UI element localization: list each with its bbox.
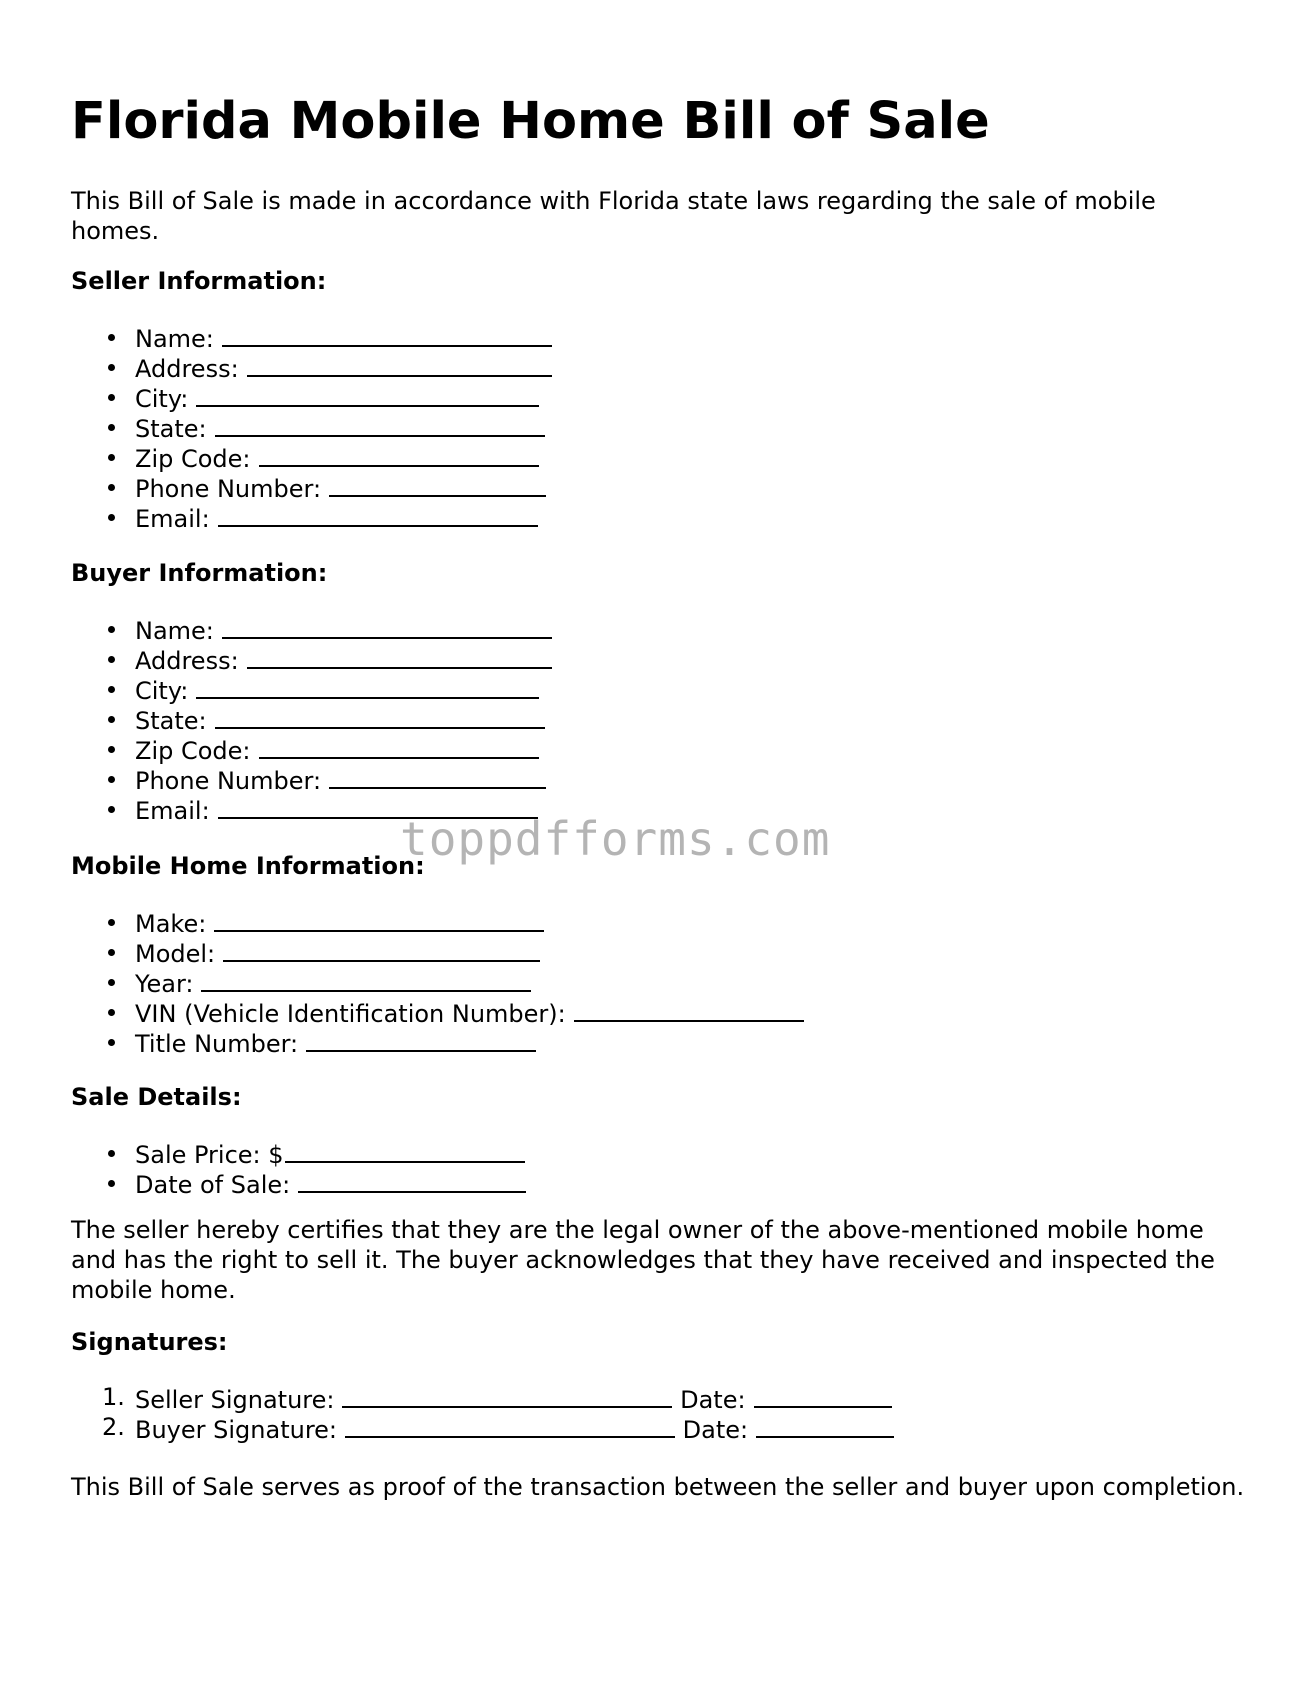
seller-date-blank[interactable] bbox=[754, 1382, 892, 1408]
field-label: State: bbox=[135, 707, 207, 735]
seller-signature-blank[interactable] bbox=[342, 1382, 672, 1408]
seller-heading: Seller Information: bbox=[71, 267, 327, 295]
seller-city-blank[interactable] bbox=[196, 381, 539, 407]
model-field bbox=[71, 936, 1246, 966]
list-number: 2. bbox=[102, 1413, 125, 1441]
buyer-address-blank[interactable] bbox=[247, 643, 552, 669]
field-label: Address: bbox=[135, 355, 239, 383]
bullet-icon bbox=[108, 514, 115, 521]
intro-text: This Bill of Sale is made in accordance with Florida state laws regarding the sale of mobile homes. bbox=[71, 187, 1156, 245]
mobile-home-heading: Mobile Home Information: bbox=[71, 852, 425, 880]
buyer-city-field bbox=[71, 673, 1246, 703]
bullet-icon bbox=[108, 656, 115, 663]
buyer-address-field bbox=[71, 643, 1246, 673]
bullet-icon bbox=[108, 949, 115, 956]
certification-paragraph bbox=[71, 1215, 1246, 1305]
closing-text: This Bill of Sale serves as proof of the transaction between the seller and buyer upon completion. bbox=[71, 1473, 1245, 1501]
field-label: Phone Number: bbox=[135, 767, 322, 795]
field-label: Email: bbox=[135, 505, 210, 533]
seller-city-field bbox=[71, 381, 1246, 411]
field-label: Date of Sale: bbox=[135, 1171, 291, 1199]
signatures-heading: Signatures: bbox=[71, 1328, 228, 1356]
field-label: Make: bbox=[135, 910, 207, 938]
field-label: Name: bbox=[135, 325, 214, 353]
buyer-section bbox=[71, 558, 1246, 588]
bullet-icon bbox=[108, 1150, 115, 1157]
seller-name-blank[interactable] bbox=[222, 321, 552, 347]
field-label: City: bbox=[135, 677, 189, 705]
sale-price-blank[interactable] bbox=[285, 1137, 525, 1163]
seller-zip-blank[interactable] bbox=[259, 441, 539, 467]
seller-address-blank[interactable] bbox=[247, 351, 552, 377]
vin-blank[interactable] bbox=[574, 996, 804, 1022]
seller-address-field bbox=[71, 351, 1246, 381]
field-label: Zip Code: bbox=[135, 737, 251, 765]
field-label: Email: bbox=[135, 797, 210, 825]
bullet-icon bbox=[108, 776, 115, 783]
buyer-signature-line bbox=[71, 1412, 1246, 1442]
field-label: Zip Code: bbox=[135, 445, 251, 473]
date-of-sale-blank[interactable] bbox=[298, 1167, 526, 1193]
buyer-zip-blank[interactable] bbox=[259, 733, 539, 759]
buyer-state-blank[interactable] bbox=[215, 703, 545, 729]
bullet-icon bbox=[108, 626, 115, 633]
signatures-section bbox=[71, 1327, 1246, 1357]
certification-text: The seller hereby certifies that they are the legal owner of the above-mentioned mobile home and has the right to sell it. The buyer acknowledges that they have received and inspected the mobile home. bbox=[71, 1216, 1215, 1304]
sale-details-field-list bbox=[71, 1137, 1246, 1197]
bullet-icon bbox=[108, 394, 115, 401]
field-label: State: bbox=[135, 415, 207, 443]
intro-paragraph bbox=[71, 186, 1246, 246]
signature-label: Seller Signature: bbox=[135, 1386, 335, 1414]
signature-label: Buyer Signature: bbox=[135, 1416, 338, 1444]
bullet-icon bbox=[108, 979, 115, 986]
title-number-field bbox=[71, 1026, 1246, 1056]
vin-field bbox=[71, 996, 1246, 1026]
seller-phone-field bbox=[71, 471, 1246, 501]
field-label: Address: bbox=[135, 647, 239, 675]
title-number-blank[interactable] bbox=[306, 1026, 536, 1052]
buyer-heading: Buyer Information: bbox=[71, 559, 328, 587]
signatures-list bbox=[71, 1382, 1246, 1442]
buyer-zip-field bbox=[71, 733, 1246, 763]
sale-price-field bbox=[71, 1137, 1246, 1167]
seller-phone-blank[interactable] bbox=[329, 471, 546, 497]
buyer-city-blank[interactable] bbox=[196, 673, 539, 699]
watermark: toppdfforms.com bbox=[400, 812, 831, 866]
seller-zip-field bbox=[71, 441, 1246, 471]
bullet-icon bbox=[108, 806, 115, 813]
seller-section bbox=[71, 266, 1246, 296]
bullet-icon bbox=[108, 364, 115, 371]
buyer-date-blank[interactable] bbox=[756, 1412, 894, 1438]
make-field bbox=[71, 906, 1246, 936]
field-label: Name: bbox=[135, 617, 214, 645]
sale-details-heading: Sale Details: bbox=[71, 1083, 242, 1111]
field-label: Sale Price: $ bbox=[135, 1141, 284, 1169]
model-blank[interactable] bbox=[223, 936, 540, 962]
bullet-icon bbox=[108, 334, 115, 341]
field-label: Model: bbox=[135, 940, 216, 968]
field-label: Phone Number: bbox=[135, 475, 322, 503]
seller-field-list bbox=[71, 321, 1246, 531]
date-label: Date: bbox=[682, 1416, 749, 1444]
field-label: Year: bbox=[135, 970, 194, 998]
bullet-icon bbox=[108, 454, 115, 461]
date-of-sale-field bbox=[71, 1167, 1246, 1197]
field-label: VIN (Vehicle Identification Number): bbox=[135, 1000, 566, 1028]
seller-signature-line bbox=[71, 1382, 1246, 1412]
buyer-state-field bbox=[71, 703, 1246, 733]
list-number: 1. bbox=[102, 1383, 125, 1411]
buyer-name-field bbox=[71, 613, 1246, 643]
buyer-field-list bbox=[71, 613, 1246, 823]
buyer-phone-blank[interactable] bbox=[329, 763, 546, 789]
bullet-icon bbox=[108, 424, 115, 431]
year-field bbox=[71, 966, 1246, 996]
seller-state-blank[interactable] bbox=[215, 411, 545, 437]
date-label: Date: bbox=[680, 1386, 746, 1414]
bullet-icon bbox=[108, 716, 115, 723]
bullet-icon bbox=[108, 1009, 115, 1016]
make-blank[interactable] bbox=[214, 906, 544, 932]
seller-email-field bbox=[71, 501, 1246, 531]
bullet-icon bbox=[108, 484, 115, 491]
buyer-phone-field bbox=[71, 763, 1246, 793]
buyer-signature-blank[interactable] bbox=[345, 1412, 675, 1438]
field-label: Title Number: bbox=[135, 1030, 299, 1058]
closing-paragraph bbox=[71, 1472, 1246, 1502]
buyer-name-blank[interactable] bbox=[222, 613, 552, 639]
bullet-icon bbox=[108, 746, 115, 753]
field-label: City: bbox=[135, 385, 189, 413]
bullet-icon bbox=[108, 1180, 115, 1187]
mobile-home-field-list bbox=[71, 906, 1246, 1056]
seller-state-field bbox=[71, 411, 1246, 441]
sale-details-section bbox=[71, 1082, 1246, 1112]
year-blank[interactable] bbox=[201, 966, 531, 992]
bullet-icon bbox=[108, 1039, 115, 1046]
bullet-icon bbox=[108, 919, 115, 926]
document-title: Florida Mobile Home Bill of Sale bbox=[71, 92, 990, 151]
bullet-icon bbox=[108, 686, 115, 693]
seller-name-field bbox=[71, 321, 1246, 351]
seller-email-blank[interactable] bbox=[218, 501, 538, 527]
